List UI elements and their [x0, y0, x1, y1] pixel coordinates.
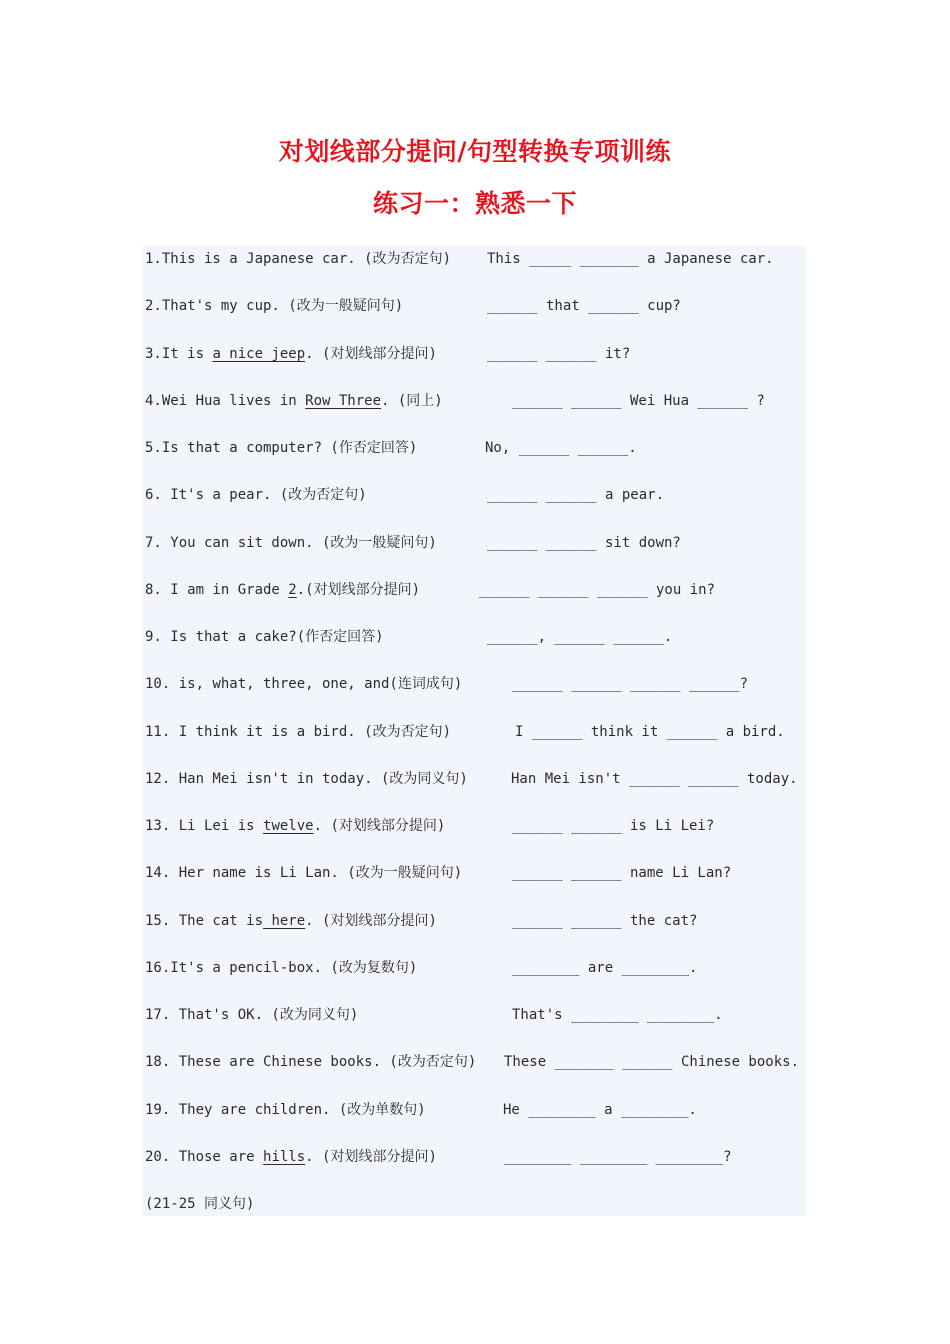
- question-prefix: 11. I think it is a bird. (改为否定句): [145, 723, 452, 740]
- exercise-item: [145, 674, 805, 694]
- answer-blanks[interactable]: ______ ______ a pear.: [487, 487, 665, 504]
- exercise-item: [145, 1005, 805, 1025]
- question-text: [145, 627, 384, 647]
- question-suffix: . (对划线部分提问): [305, 1148, 437, 1165]
- question-text: [145, 863, 462, 883]
- answer-blanks[interactable]: I ______ think it ______ a bird.: [515, 723, 785, 740]
- question-prefix: 12. Han Mei isn't in today. (改为同义句): [145, 770, 468, 787]
- question-text: [145, 344, 437, 364]
- question-prefix: 6. It's a pear. (改为否定句): [145, 487, 367, 504]
- exercise-item: [145, 769, 805, 789]
- question-text: [145, 722, 451, 742]
- exercise-item: [145, 296, 805, 316]
- answer-blanks[interactable]: This _____ _______ a Japanese car.: [487, 251, 774, 267]
- question-text: [145, 1100, 426, 1120]
- answer-blanks[interactable]: ______ ______ Wei Hua ______ ?: [512, 392, 765, 409]
- question-text: [145, 485, 367, 505]
- question-prefix: 7. You can sit down. (改为一般疑问句): [145, 534, 437, 551]
- answer-blanks[interactable]: ______ ______ name Li Lan?: [512, 865, 732, 882]
- answer-blanks[interactable]: No, ______ ______.: [485, 440, 637, 456]
- answer-blanks[interactable]: Han Mei isn't ______ ______ today.: [511, 770, 798, 787]
- underlined-part: here: [263, 912, 306, 929]
- answer-blanks[interactable]: ______ that ______ cup?: [487, 298, 681, 315]
- exercise-item: [145, 722, 805, 742]
- question-suffix: . (对划线部分提问): [305, 912, 437, 929]
- answer-blanks[interactable]: ______ ______ the cat?: [512, 912, 698, 929]
- exercise-item: [145, 249, 805, 269]
- exercise-item: [145, 1100, 805, 1120]
- exercise-item: [145, 344, 805, 364]
- answer-blanks[interactable]: ________ ________ ________?: [504, 1148, 732, 1165]
- question-text: [145, 1005, 358, 1025]
- answer-blanks[interactable]: That's ________ ________.: [512, 1007, 723, 1023]
- question-text: [145, 769, 468, 789]
- question-text: [145, 674, 462, 694]
- exercise-item: [145, 580, 805, 600]
- underlined-part: a nice jeep: [212, 345, 306, 362]
- underlined-part: twelve: [263, 818, 314, 834]
- question-prefix: 8. I am in Grade: [145, 581, 289, 598]
- question-text: [145, 911, 437, 931]
- question-prefix: 15. The cat is: [145, 912, 264, 929]
- underlined-part: Row Three: [305, 392, 382, 409]
- page-title: 对划线部分提问/句型转换专项训练: [278, 137, 672, 166]
- question-prefix: 18. These are Chinese books. (改为否定句): [145, 1054, 477, 1071]
- question-suffix: . (对划线部分提问): [313, 818, 446, 834]
- question-prefix: 16.It's a pencil-box. (改为复数句): [145, 959, 418, 976]
- exercise-item: [145, 438, 805, 458]
- question-text: [145, 296, 403, 316]
- question-prefix: 1.This is a Japanese car. (改为否定句): [145, 251, 452, 267]
- exercise-item: [145, 958, 805, 978]
- question-suffix: .(对划线部分提问): [296, 581, 421, 598]
- question-suffix: . (对划线部分提问): [305, 345, 437, 362]
- question-prefix: 10. is, what, three, one, and(连词成句): [145, 676, 463, 693]
- question-prefix: 17. That's OK. (改为同义句): [145, 1007, 359, 1023]
- question-prefix: 3.It is: [145, 345, 213, 362]
- underlined-part: hills: [263, 1148, 306, 1165]
- answer-blanks[interactable]: ______, ______ ______.: [487, 629, 673, 645]
- question-text: [145, 1147, 437, 1167]
- question-prefix: 9. Is that a cake?(作否定回答): [145, 629, 384, 645]
- footer-note: (21-25 同义句): [145, 1196, 255, 1212]
- question-prefix: 13. Li Lei is: [145, 818, 264, 834]
- answer-blanks[interactable]: ______ ______ it?: [487, 345, 631, 362]
- question-text: [145, 816, 445, 836]
- answer-blanks[interactable]: ______ ______ sit down?: [487, 534, 681, 551]
- question-text: [145, 533, 437, 553]
- question-text: [145, 438, 417, 458]
- answer-blanks[interactable]: ______ ______ ______ you in?: [479, 581, 716, 598]
- exercise-item: [145, 816, 805, 836]
- question-prefix: 2.That's my cup. (改为一般疑问句): [145, 298, 404, 315]
- question-text: [145, 391, 443, 411]
- question-suffix: . (同上): [381, 392, 443, 409]
- exercise-item: [145, 1147, 805, 1167]
- question-prefix: 4.Wei Hua lives in: [145, 392, 306, 409]
- question-prefix: 20. Those are: [145, 1148, 264, 1165]
- exercise-item: [145, 911, 805, 931]
- answer-blanks[interactable]: These _______ ______ Chinese books.: [504, 1054, 800, 1071]
- question-prefix: 19. They are children. (改为单数句): [145, 1101, 426, 1118]
- question-prefix: 14. Her name is Li Lan. (改为一般疑问句): [145, 865, 463, 882]
- exercise-item: [145, 863, 805, 883]
- question-text: [145, 249, 451, 269]
- answer-blanks[interactable]: ________ are ________.: [512, 959, 698, 976]
- exercise-item: [145, 391, 805, 411]
- page-subtitle: 练习一：熟悉一下: [372, 189, 577, 218]
- question-text: [145, 958, 417, 978]
- underlined-part: 2: [288, 581, 297, 598]
- answer-blanks[interactable]: ______ ______ is Li Lei?: [512, 818, 715, 834]
- answer-blanks[interactable]: He ________ a ________.: [503, 1101, 697, 1118]
- question-prefix: 5.Is that a computer? (作否定回答): [145, 440, 418, 456]
- exercise-item: [145, 485, 805, 505]
- exercise-item: [145, 627, 805, 647]
- answer-blanks[interactable]: ______ ______ ______ ______?: [512, 676, 749, 693]
- question-text: [145, 1052, 476, 1072]
- exercise-item: [145, 1052, 805, 1072]
- exercise-item: [145, 533, 805, 553]
- question-text: [145, 580, 420, 600]
